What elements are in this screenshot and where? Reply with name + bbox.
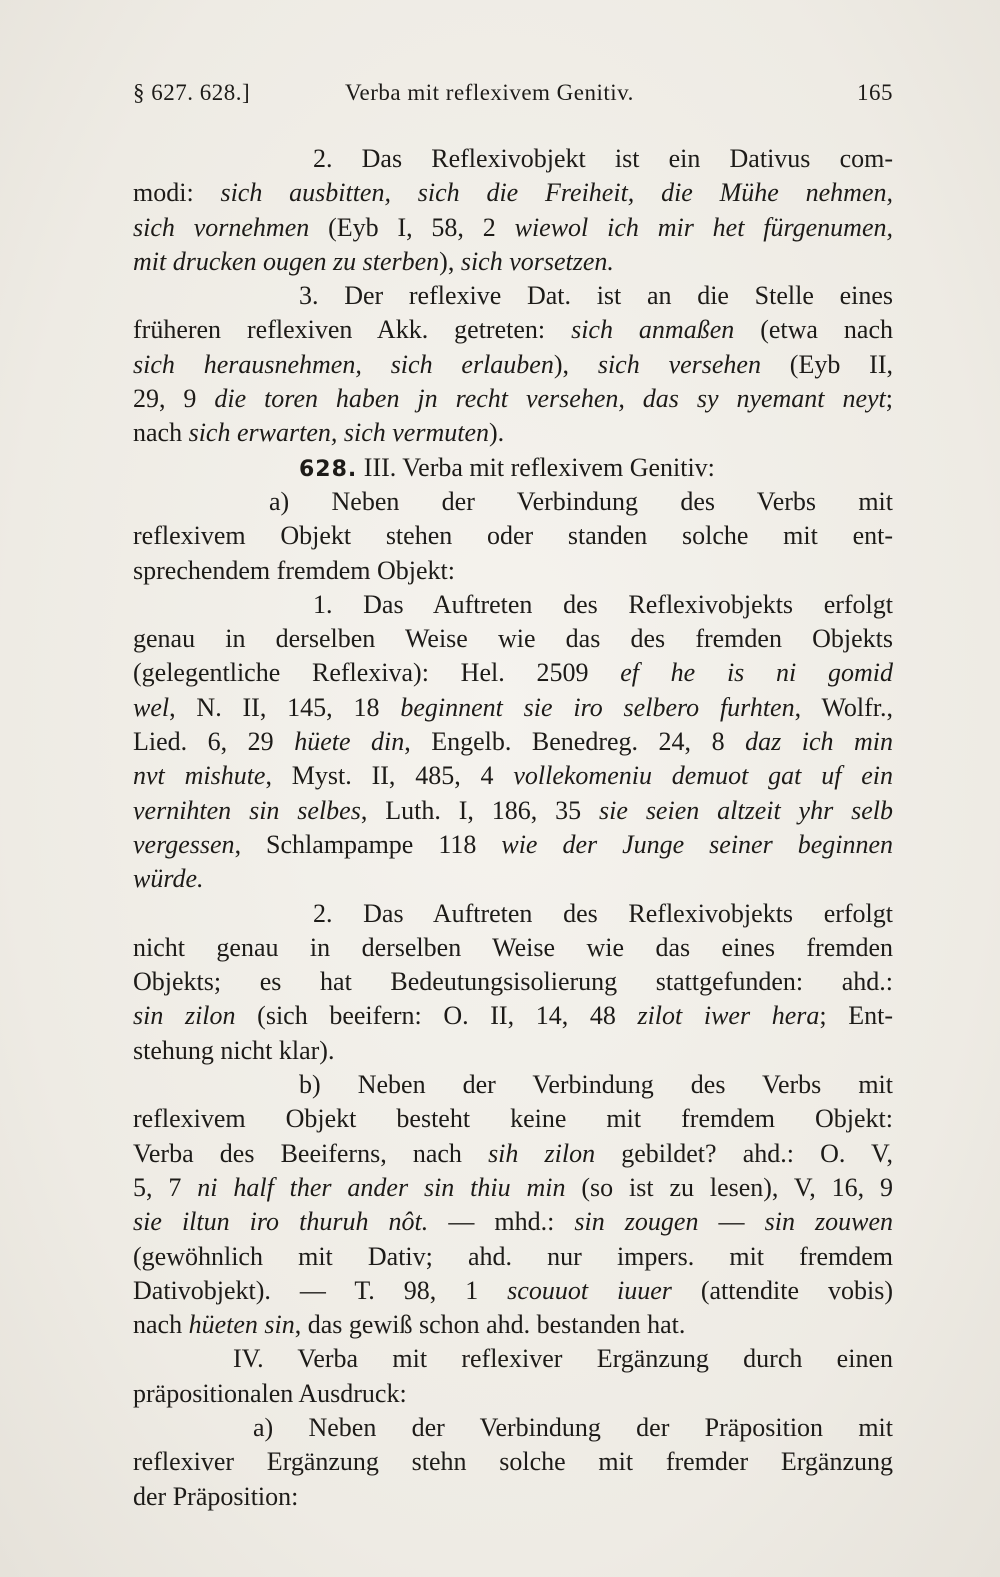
text-line: (gelegentliche Reflexiva): Hel. 2509 ef he is ni gomid (133, 658, 893, 688)
text-line: sich herausnehmen, sich erlauben), sich versehen (Eyb II, (133, 349, 893, 379)
text-line: reflexivem Objekt besteht keine mit fremdem Objekt: (133, 1104, 893, 1134)
text-line: 628. III. Verba mit reflexivem Genitiv: (299, 452, 715, 482)
text-line: sin zilon (sich beeifern: O. II, 14, 48 zilot iwer hera; Ent- (133, 1001, 893, 1031)
text-line: Dativobjekt). — T. 98, 1 scouuot iuuer (attendite vobis) (133, 1275, 893, 1305)
text-line: sich vornehmen (Eyb I, 58, 2 wiewol ich mir het fürgenumen, (133, 212, 893, 242)
text-line: b) Neben der Verbindung des Verbs mit (299, 1070, 893, 1100)
text-line: 2. Das Auftreten des Reflexivobjekts erfolgt (313, 898, 893, 928)
text-line: vernihten sin selbes, Luth. I, 186, 35 sie seien altzeit yhr selb (133, 795, 893, 825)
text-line: sprechendem fremdem Objekt: (133, 555, 455, 585)
text-line: früheren reflexiven Akk. getreten: sich anmaßen (etwa nach (133, 315, 893, 345)
text-line: a) Neben der Verbindung der Präposition mit (253, 1412, 893, 1442)
text-line: nach hüeten sin, das gewiß schon ahd. bestanden hat. (133, 1310, 686, 1340)
body-text (133, 142, 893, 1514)
section-reference: § 627. 628.] (133, 80, 251, 105)
text-line: reflexiver Ergänzung stehn solche mit fremder Ergänzung (133, 1447, 893, 1477)
text-line: genau in derselben Weise wie das des fremden Objekts (133, 624, 893, 654)
text-line: der Präposition: (133, 1481, 299, 1511)
text-line: (gewöhnlich mit Dativ; ahd. nur impers. mit fremdem (133, 1241, 893, 1271)
text-line: 5, 7 ni half ther ander sin thiu min (so ist zu lesen), V, 16, 9 (133, 1172, 894, 1202)
text-line: sie iltun iro thuruh nôt. — mhd.: sin zougen — sin zouwen (133, 1207, 894, 1237)
text-line: 29, 9 die toren haben jn recht versehen, das sy nyemant neyt; (133, 384, 893, 414)
text-line: a) Neben der Verbindung des Verbs mit (269, 486, 893, 516)
text-line: 3. Der reflexive Dat. ist an die Stelle eines (299, 281, 893, 311)
text-line: modi: sich ausbitten, sich die Freiheit, die Mühe nehmen, (133, 178, 893, 208)
running-title: Verba mit reflexivem Genitiv. (345, 80, 634, 105)
page-number: 165 (857, 80, 893, 105)
text-line: nicht genau in derselben Weise wie das eines fremden (133, 932, 893, 962)
text-line: nvt mishute, Myst. II, 485, 4 vollekomeniu demuot gat uf ein (133, 761, 893, 791)
text-line: 2. Das Reflexivobjekt ist ein Dativus com- (313, 144, 893, 173)
text-line: reflexivem Objekt stehen oder standen solche mit ent- (133, 521, 893, 551)
text-line: stehung nicht klar). (133, 1035, 335, 1065)
text-line: Verba des Beeiferns, nach sih zilon gebildet? ahd.: O. V, (133, 1138, 893, 1168)
text-line: 1. Das Auftreten des Reflexivobjekts erfolgt (313, 589, 893, 619)
text-line: nach sich erwarten, sich vermuten). (133, 418, 505, 448)
text-line: IV. Verba mit reflexiver Ergänzung durch einen (233, 1344, 893, 1374)
text-line: vergessen, Schlampampe 118 wie der Junge seiner beginnen (133, 829, 894, 859)
text-line: mit drucken ougen zu sterben), sich vorsetzen. (133, 246, 614, 276)
text-line: wel, N. II, 145, 18 beginnent sie iro selbero furhten, Wolfr., (133, 692, 894, 722)
text-line: Lied. 6, 29 hüete din, Engelb. Benedreg. 24, 8 daz ich min (133, 727, 894, 757)
text-line: würde. (133, 864, 204, 894)
text-line: präpositionalen Ausdruck: (133, 1378, 407, 1408)
text-line: Objekts; es hat Bedeutungsisolierung stattgefunden: ahd.: (133, 967, 893, 997)
